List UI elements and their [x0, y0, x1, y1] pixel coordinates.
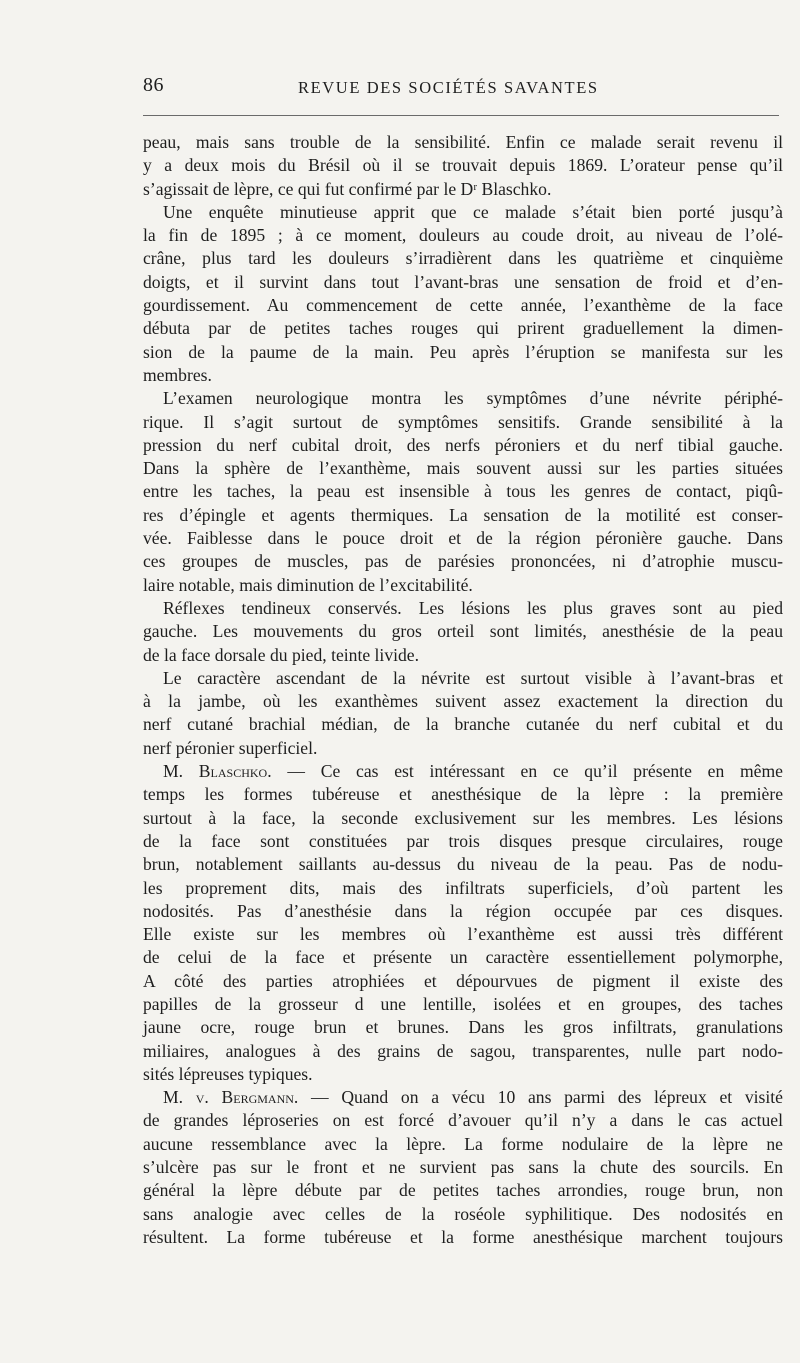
text-line: Dans la sphère de l’exanthème, mais souvent aussi sur les parties situées — [143, 458, 783, 479]
text-line: membres. — [143, 364, 212, 385]
text-line: doigts, et il survint dans tout l’avant-bras une sensation de froid et d’en- — [143, 271, 783, 292]
text-line: aucune ressemblance avec la lèpre. La forme nodulaire de la lèpre ne — [143, 1133, 783, 1154]
text-line: gauche. Les mouvements du gros orteil sont limités, anesthésie de la peau — [143, 621, 783, 642]
text-line: les proprement dits, mais des infiltrats superficiels, d’où partent les — [143, 877, 783, 898]
text-line: jaune ocre, rouge brun et brunes. Dans les gros infiltrats, granulations — [143, 1017, 783, 1038]
text-line: la fin de 1895 ; à ce moment, douleurs au coude droit, au niveau de l’olé- — [143, 225, 783, 246]
running-title: REVUE DES SOCIÉTÉS SAVANTES — [298, 78, 599, 97]
text-line: s’agissait de lèpre, ce qui fut confirmé par le Dʳ Blaschko. — [143, 178, 552, 199]
text-line: nerf cutané brachial médian, de la branche cutanée du nerf cubital et du — [143, 714, 783, 735]
text-line: sans analogie avec celles de la roséole syphilitique. Des nodosités en — [143, 1203, 783, 1224]
text-line: général la lèpre débute par de petites taches arrondies, rouge brun, non — [143, 1180, 783, 1201]
text-line: de la face sont constituées par trois disques presque circulaires, rouge — [143, 830, 783, 851]
text-line: Réflexes tendineux conservés. Les lésions les plus graves sont au pied — [163, 597, 783, 618]
text-line: débuta par de petites taches rouges qui prirent graduellement la dimen- — [143, 318, 783, 339]
text-line: de grandes léproseries on est forcé d’avouer qu’il n’y a dans le cas actuel — [143, 1110, 783, 1131]
speaker-name: M. v. Bergmann. — [163, 1087, 299, 1108]
text-line: sités lépreuses typiques. — [143, 1063, 313, 1084]
text-line: miliaires, analogues à des grains de sagou, transparentes, nulle part nodo- — [143, 1040, 783, 1061]
text-line: A côté des parties atrophiées et dépourvues de pigment il existe des — [143, 970, 783, 991]
text-line: nerf péronier superficiel. — [143, 737, 318, 758]
text-line: Une enquête minutieuse apprit que ce malade s’était bien porté jusqu’à — [163, 201, 783, 222]
text-line: gourdissement. Au commencement de cette année, l’exanthème de la face — [143, 295, 783, 316]
speaker-name: M. Blaschko. — [163, 761, 272, 782]
text-line: résultent. La forme tubéreuse et la forme anesthésique marchent toujours — [143, 1226, 783, 1247]
header-rule — [143, 115, 779, 116]
text-line: sion de la paume de la main. Peu après l’éruption se manifesta sur les — [143, 341, 783, 362]
body-text — [143, 131, 783, 1249]
text-line: L’examen neurologique montra les symptômes d’une névrite périphé- — [163, 388, 783, 409]
line-text: — Quand on a vécu 10 ans parmi des lépreux et visité — [298, 1087, 783, 1108]
text-line: entre les taches, la peau est insensible à tous les genres de contact, piqû- — [143, 481, 783, 502]
text-line: surtout à la face, la seconde exclusivement sur les membres. Les lésions — [143, 807, 783, 828]
text-line: brun, notablement saillants au-dessus du niveau de la peau. Pas de nodu- — [143, 854, 783, 875]
text-line: de la face dorsale du pied, teinte livide. — [143, 644, 420, 665]
text-line: s’ulcère pas sur le front et ne survient pas sans la chute des sourcils. En — [143, 1157, 783, 1178]
text-line: laire notable, mais diminution de l’excitabilité. — [143, 574, 473, 595]
text-line: vée. Faiblesse dans le pouce droit et de la région péronière gauche. Dans — [143, 528, 783, 549]
text-line: y a deux mois du Brésil où il se trouvait depuis 1869. L’orateur pense qu’il — [143, 155, 783, 176]
text-line: temps les formes tubéreuse et anesthésique de la lèpre : la première — [143, 784, 783, 805]
text-line: papilles de la grosseur d une lentille, isolées et en groupes, des taches — [143, 993, 783, 1014]
text-line: Elle existe sur les membres où l’exanthème est aussi très différent — [143, 924, 783, 945]
text-line: crâne, plus tard les douleurs s’irradièrent dans les quatrième et cinquième — [143, 248, 783, 269]
text-line: pression du nerf cubital droit, des nerfs péroniers et du nerf tibial gauche. — [143, 434, 783, 455]
text-line: Le caractère ascendant de la névrite est surtout visible à l’avant-bras et — [163, 667, 783, 688]
page-number: 86 — [143, 74, 164, 96]
text-line: ces groupes de muscles, pas de parésies prononcées, ni d’atrophie muscu- — [143, 551, 783, 572]
text-line: rique. Il s’agit surtout de symptômes sensitifs. Grande sensibilité à la — [143, 411, 783, 432]
text-line: de celui de la face et présente un caractère essentiellement polymorphe, — [143, 947, 783, 968]
text-line: à la jambe, où les exanthèmes suivent assez exactement la direction du — [143, 691, 783, 712]
text-line: res d’épingle et agents thermiques. La sensation de la motilité est conser- — [143, 504, 783, 525]
text-line — [143, 1086, 783, 1109]
line-text: — Ce cas est intéressant en ce qu’il présente en même — [271, 761, 783, 782]
running-head — [143, 72, 783, 104]
text-line — [143, 760, 783, 783]
text-line: peau, mais sans trouble de la sensibilité. Enfin ce malade serait revenu il — [143, 132, 783, 152]
text-line: nodosités. Pas d’anesthésie dans la région occupée par ces disques. — [143, 900, 783, 921]
